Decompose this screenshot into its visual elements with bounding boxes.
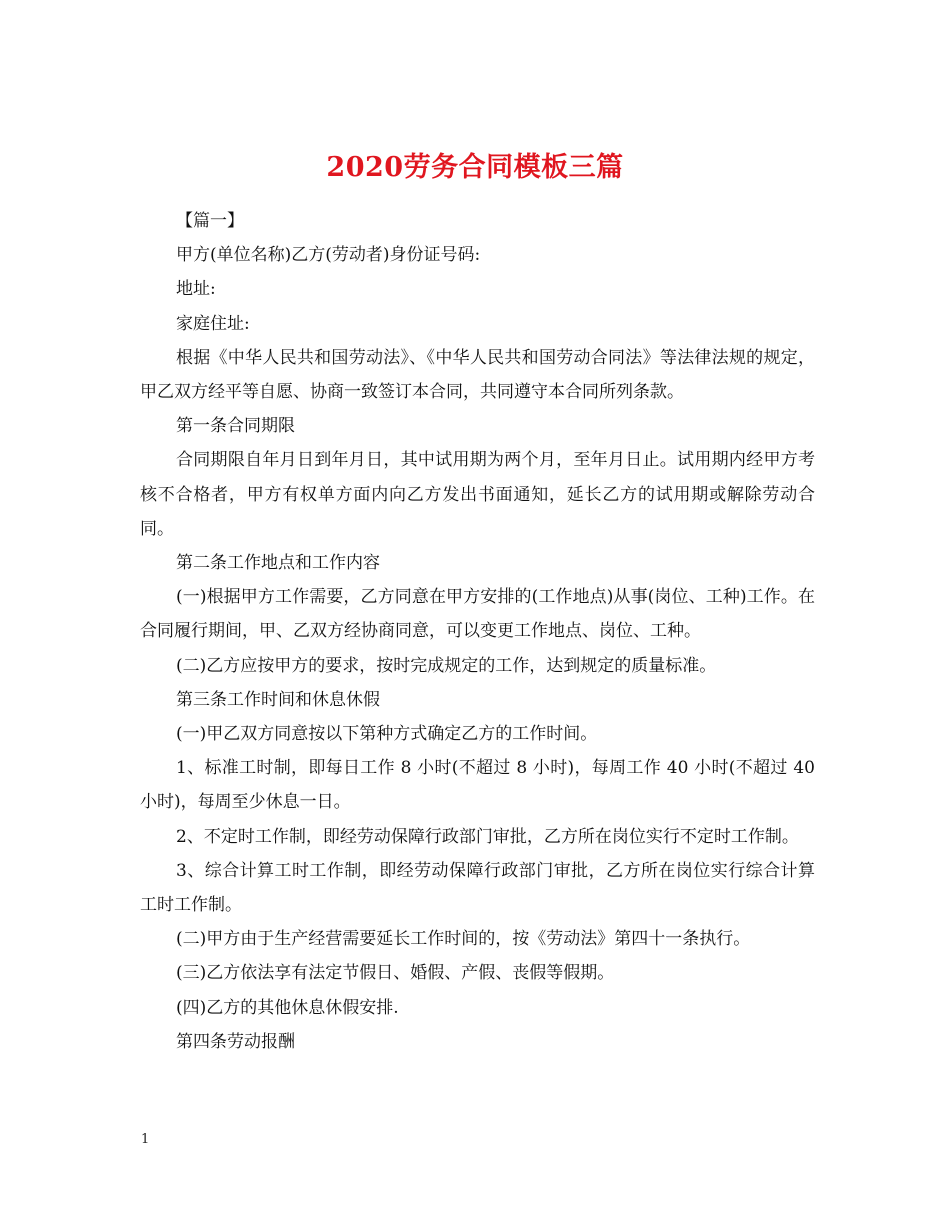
page-number: 1 (141, 1132, 150, 1147)
article-3-clause-1: (一)甲乙双方同意按以下第种方式确定乙方的工作时间。 (176, 724, 598, 745)
article-4-heading: 第四条劳动报酬 (176, 1031, 295, 1052)
article-3-item-2: 2、不定时工作制，即经劳动保障行政部门审批，乙方所在岗位实行不定时工作制。 (176, 826, 799, 847)
article-3-item-3: 3、综合计算工时工作制，即经劳动保障行政部门审批，乙方所在岗位实行综合计算工时工作制。 (140, 860, 815, 916)
address-line: 地址: (176, 279, 216, 300)
article-3-heading: 第三条工作时间和休息休假 (176, 689, 380, 710)
section-heading-part-one: 【篇一】 (176, 211, 244, 231)
party-info-line: 甲方(单位名称)乙方(劳动者)身份证号码: (176, 245, 481, 266)
article-3-clause-3: (三)乙方依法享有法定节假日、婚假、产假、丧假等假期。 (176, 963, 615, 984)
article-1-heading: 第一条合同期限 (176, 416, 295, 437)
article-3-clause-2: (二)甲方由于生产经营需要延长工作时间的，按《劳动法》第四十一条执行。 (176, 929, 751, 950)
preamble-paragraph: 根据《中华人民共和国劳动法》、《中华人民共和国劳动合同法》等法律法规的规定，甲乙双方经平等自愿、协商一致签订本合同，共同遵守本合同所列条款。 (140, 347, 815, 403)
article-3-item-1: 1、标准工时制，即每日工作 8 小时(不超过 8 小时)，每周工作 40 小时(不超过 40 小时)，每周至少休息一日。 (140, 758, 815, 813)
article-3-clause-4: (四)乙方的其他休息休假安排. (176, 997, 399, 1018)
article-2-clause-2: (二)乙方应按甲方的要求，按时完成规定的工作，达到规定的质量标准。 (176, 655, 717, 676)
article-2-clause-1: (一)根据甲方工作需要，乙方同意在甲方安排的(工作地点)从事(岗位、工种)工作。在合同履行期间，甲、乙双方经协商同意，可以变更工作地点、岗位、工种。 (140, 587, 815, 642)
article-2-heading: 第二条工作地点和工作内容 (176, 553, 380, 574)
document-title: 2020劳务合同模板三篇 (326, 152, 624, 184)
home-address-line: 家庭住址: (176, 313, 250, 334)
article-1-body: 合同期限自年月日到年月日，其中试用期为两个月，至年月日止。试用期内经甲方考核不合格者，甲方有权单方面内向乙方发出书面通知，延长乙方的试用期或解除劳动合同。 (140, 450, 815, 539)
document-body (140, 204, 815, 1059)
